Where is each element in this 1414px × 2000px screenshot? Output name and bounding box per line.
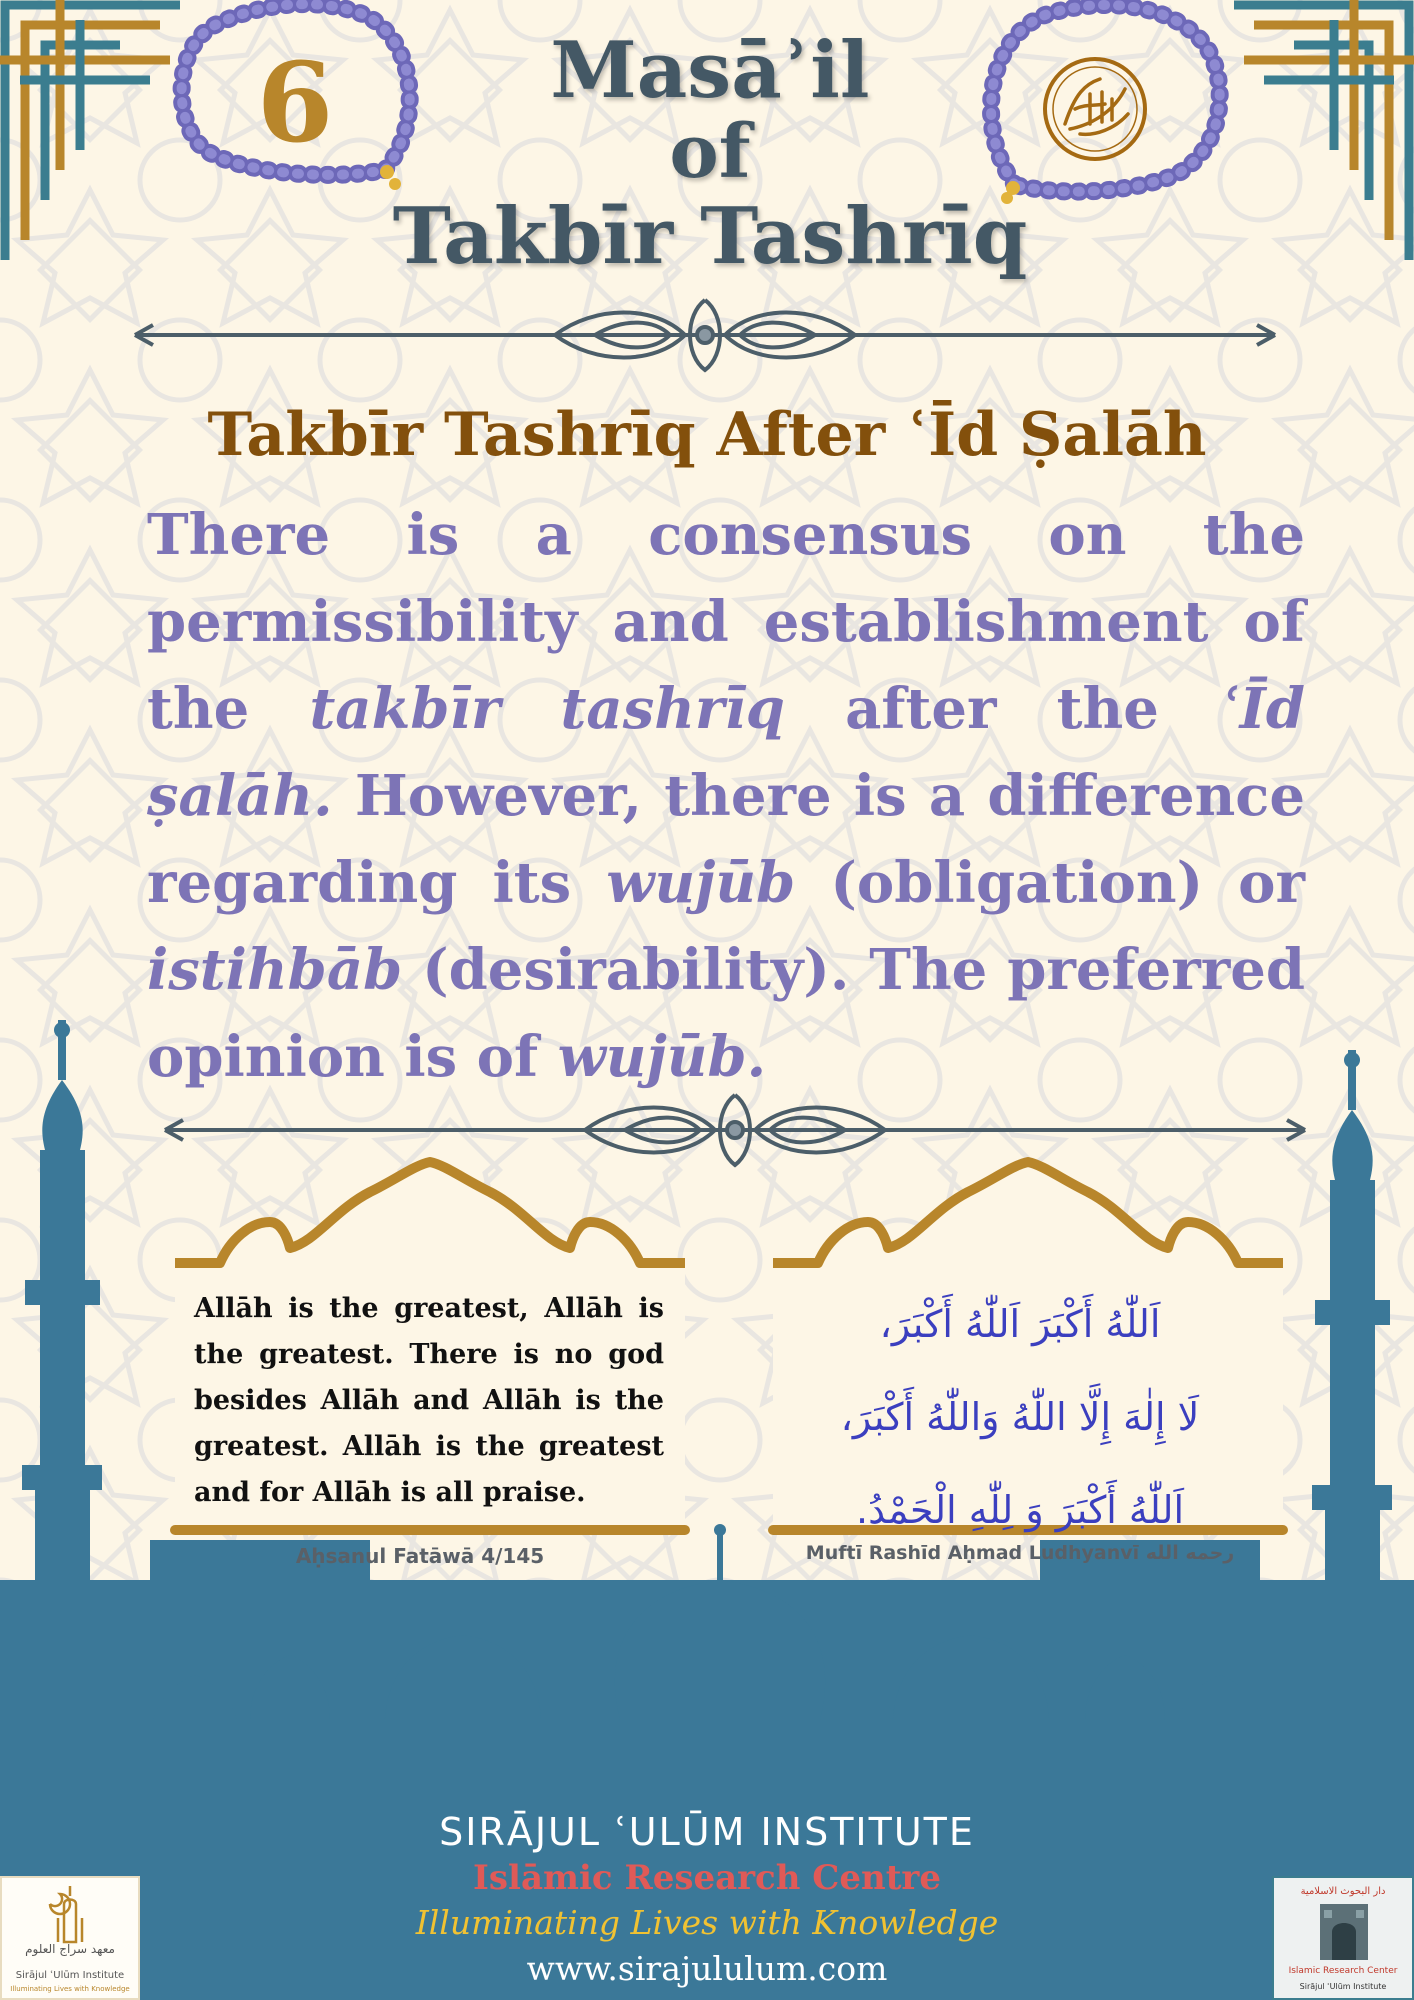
- body-text-4: (obligation) or: [830, 850, 1306, 916]
- ornament-divider-icon: [125, 295, 1285, 375]
- body-text-1: There is a consensus on the permissibility and establishment of the: [147, 502, 1305, 742]
- english-translation: Allāh is the greatest, Allāh is the greatest. There is no god besides Allāh and Allāh is the greatest. Allāh is the greatest and for Allāh is all praise.: [194, 1293, 664, 1508]
- section-heading: Takbīr Tashrīq After ʿĪd Ṣalāh: [207, 400, 1207, 470]
- logo-left-arabic: معهد سراج العلوم: [25, 1942, 115, 1956]
- mosque-minaret-icon: [38, 1884, 102, 1944]
- arabic-line-1: اَللّٰهُ أَكْبَرَ اَللّٰهُ أَكْبَرَ،: [879, 1302, 1161, 1346]
- term-id-salah: ʿĪd ṣalāh.: [147, 676, 1305, 829]
- title-line-1: Masāʾil: [550, 25, 870, 116]
- research-centre-logo: [1272, 1876, 1414, 2000]
- title-line-2: of: [669, 109, 751, 195]
- arabic-line-2: لَا إِلٰهَ إِلَّا اللّٰهُ وَاللّٰهُ أَكْبَرَ،: [840, 1395, 1200, 1439]
- footer: [300, 1808, 1114, 1992]
- logo-right-arabic: دار البحوث الاسلامية: [1300, 1886, 1386, 1897]
- body-text-3: However, there is a difference regarding its: [147, 763, 1306, 916]
- institute-logo: [0, 1876, 140, 2000]
- body-paragraph: [147, 492, 1305, 1101]
- logo-right-sub: Sirājul ʿUlūm Institute: [1299, 1982, 1387, 1991]
- logo-left-name: Sirājul ʿUlūm Institute: [15, 1970, 125, 1981]
- term-takbir-tashriq: takbīr tashrīq: [309, 676, 785, 742]
- body-text-5: (desirability). The preferred opinion is of: [147, 937, 1305, 1090]
- masail-number: 6: [256, 38, 334, 167]
- reference-left: Aḥsanul Fatāwā 4/145: [295, 1544, 545, 1568]
- logo-right-name: Islamic Research Center: [1288, 1966, 1398, 1976]
- arabic-takbir: [790, 1278, 1250, 1557]
- website-link[interactable]: www.sirajululum.com: [526, 1949, 888, 1988]
- reference-right: Muftī Rashīd Aḥmad Ludhyanvī رحمه الله: [805, 1542, 1235, 1564]
- corner-ornament-top-right: [1214, 0, 1414, 260]
- research-centre: Islāmic Research Centre: [473, 1858, 941, 1898]
- institute-name: SIRĀJUL ʿULŪM INSTITUTE: [439, 1810, 975, 1854]
- ornament-divider-icon-lower: [155, 1090, 1315, 1170]
- building-icon: [1318, 1902, 1370, 1962]
- title-line-3: Takbīr Tashrīq: [392, 191, 1028, 282]
- body-text-2: after the: [845, 676, 1159, 742]
- term-istihbab: istihbāb: [147, 937, 403, 1003]
- logo-left-tagline: Illuminating Lives with Knowledge: [10, 1985, 130, 1993]
- tagline: Illuminating Lives with Knowledge: [415, 1903, 999, 1942]
- term-wujub: wujūb: [606, 850, 796, 916]
- arabic-line-3: اَللّٰهُ أَكْبَرَ وَ لِلّٰهِ الْحَمْدُ.: [855, 1488, 1185, 1532]
- term-wujub-final: wujūb.: [557, 1024, 767, 1090]
- page-title: [360, 25, 1060, 282]
